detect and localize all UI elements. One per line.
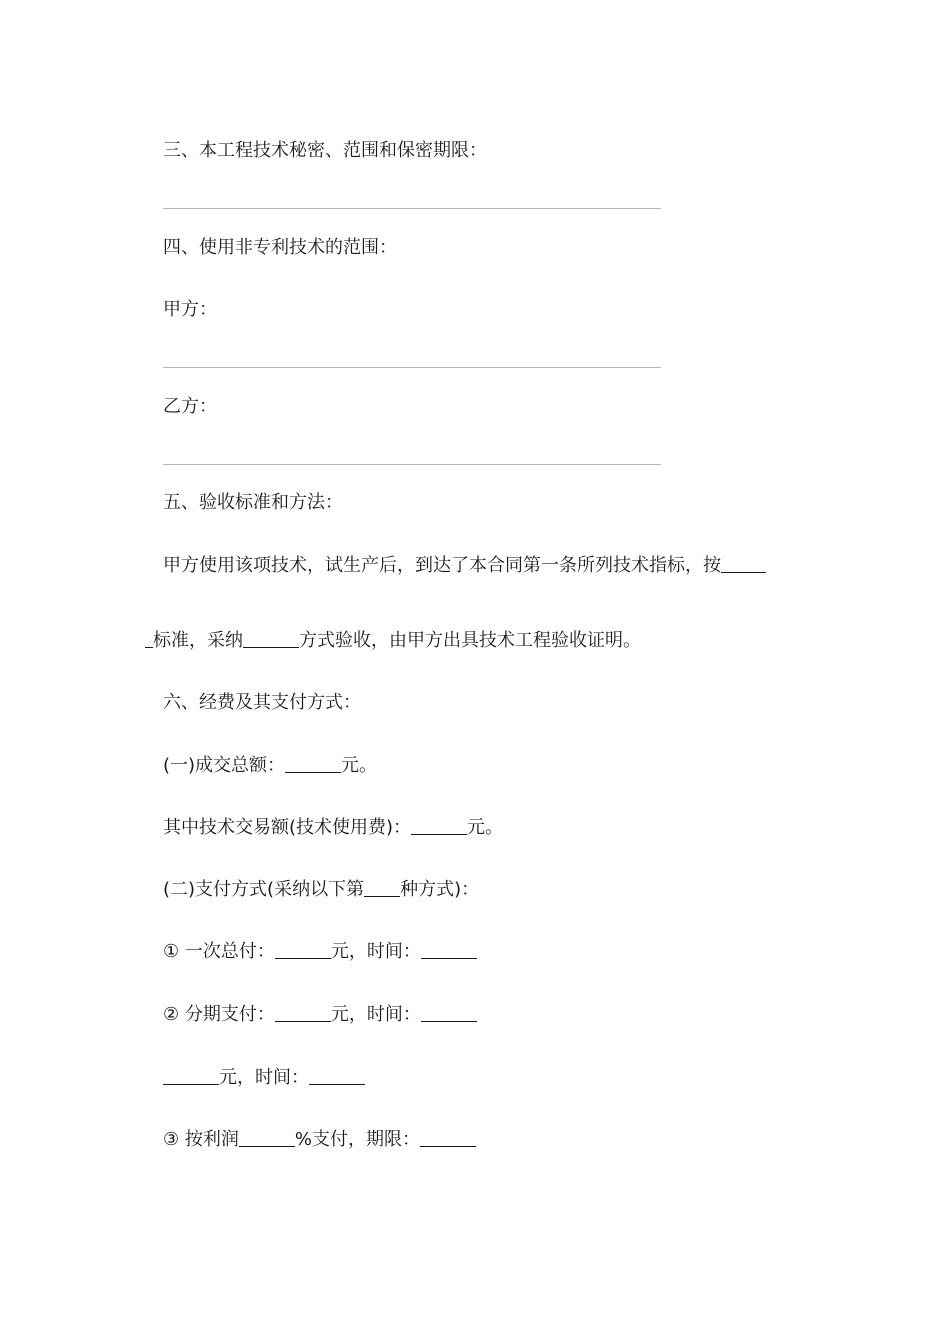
payment-method-suffix: 种方式)： <box>400 879 480 900</box>
fill-blank[interactable] <box>163 1066 219 1085</box>
fill-blank[interactable] <box>239 1128 295 1147</box>
total-amount-label: (一)成交总额： <box>163 755 286 776</box>
fill-blank[interactable] <box>721 554 766 573</box>
fill-blank[interactable] <box>309 1066 365 1085</box>
total-amount-line <box>163 754 377 778</box>
option-2-continued-line <box>163 1066 365 1090</box>
yuan-time-text: 元，时间： <box>219 1067 309 1088</box>
option-3-suffix: %支付，期限： <box>294 1129 420 1150</box>
tech-fee-line <box>163 816 503 840</box>
section-5-text: 方式验收，由甲方出具技术工程验收证明。 <box>299 630 641 651</box>
fill-line[interactable] <box>163 367 661 368</box>
party-a-label: 甲方： <box>163 299 217 320</box>
section-5-text-line-2 <box>145 629 641 653</box>
fill-blank[interactable] <box>243 629 299 648</box>
section-6-title: 六、经费及其支付方式： <box>163 692 361 713</box>
section-5-text-line-1 <box>163 554 766 578</box>
payment-method-label: (二)支付方式(采纳以下第 <box>163 879 365 900</box>
party-b-label: 乙方： <box>163 396 217 417</box>
fill-blank[interactable] <box>285 754 341 773</box>
fill-blank[interactable] <box>275 1003 331 1022</box>
option-2-label: ② 分期支付： <box>163 1004 275 1025</box>
option-3-line <box>163 1128 476 1152</box>
yuan-time-text: 元，时间： <box>330 1004 421 1025</box>
yuan-time-text: 元，时间： <box>330 941 421 962</box>
section-5-text: 甲方使用该项技术，试生产后，到达了本合同第一条所列技术指标，按 <box>163 555 721 576</box>
fill-blank[interactable] <box>421 940 477 959</box>
option-1-line <box>163 940 477 964</box>
fill-blank[interactable] <box>420 1128 476 1147</box>
fill-blank[interactable] <box>364 878 400 897</box>
section-5-text: 标准，采纳 <box>153 630 243 651</box>
fill-line[interactable] <box>163 208 661 209</box>
option-3-label: ③ 按利润 <box>163 1129 239 1150</box>
fill-line[interactable] <box>163 464 661 465</box>
yuan-text: 元。 <box>341 755 378 776</box>
section-3-title: 三、本工程技术秘密、范围和保密期限： <box>163 140 487 161</box>
fill-blank[interactable] <box>275 940 331 959</box>
fill-blank[interactable] <box>145 629 153 648</box>
option-1-label: ① 一次总付： <box>163 941 275 962</box>
tech-fee-label: 其中技术交易额(技术使用费)： <box>163 817 412 838</box>
section-4-title: 四、使用非专利技术的范围： <box>163 237 397 258</box>
fill-blank[interactable] <box>411 816 467 835</box>
payment-method-line <box>163 878 479 902</box>
option-2-line <box>163 1003 477 1027</box>
yuan-text: 元。 <box>467 817 504 838</box>
fill-blank[interactable] <box>421 1003 477 1022</box>
section-5-title: 五、验收标准和方法： <box>163 492 343 513</box>
